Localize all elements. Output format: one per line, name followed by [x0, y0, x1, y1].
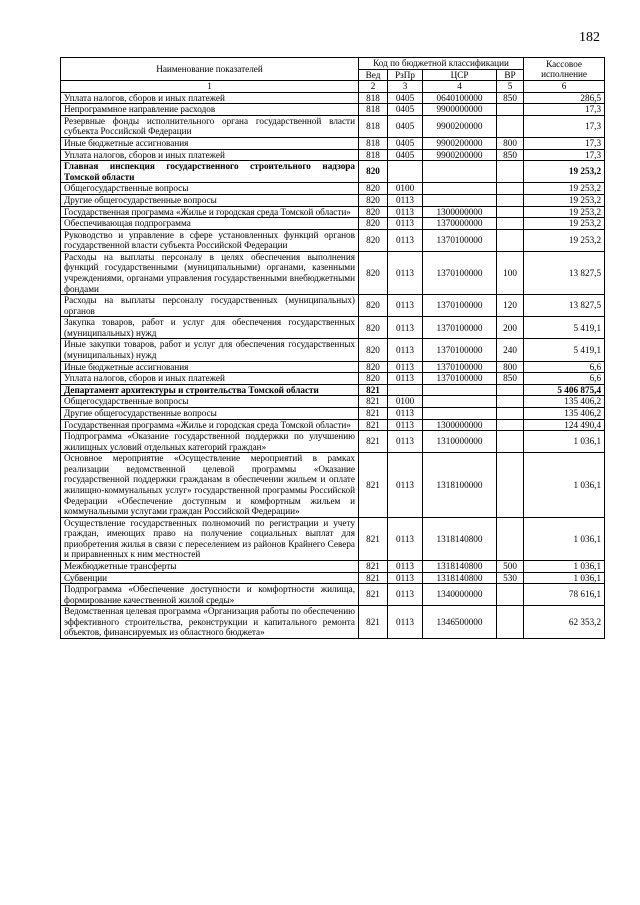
table-row: [61, 373, 605, 385]
row-ved: 821: [359, 561, 388, 573]
row-name: Иные закупки товаров, работ и услуг для обеспечения государственных (муниципальных) нужд: [61, 339, 359, 361]
row-vr: [497, 431, 524, 453]
row-csr: 9900200000: [423, 149, 497, 161]
row-name: Уплата налогов, сборов и иных платежей: [61, 149, 359, 161]
row-rzpr: 0113: [388, 229, 423, 251]
row-ved: 818: [359, 92, 388, 104]
row-ved: 821: [359, 584, 388, 606]
row-name: Другие общегосударственные вопросы: [61, 194, 359, 206]
row-vr: 200: [497, 317, 524, 339]
row-csr: [423, 183, 497, 195]
table-row: [61, 431, 605, 453]
header-vr: ВР: [497, 69, 524, 81]
row-sum: 62 353,2: [524, 606, 605, 639]
table-row: [61, 218, 605, 230]
table-row: [61, 606, 605, 639]
row-csr: 9900000000: [423, 104, 497, 116]
row-csr: 1300000000: [423, 206, 497, 218]
row-ved: 820: [359, 295, 388, 317]
row-csr: 1318140800: [423, 517, 497, 560]
row-name: Непрограммное направление расходов: [61, 104, 359, 116]
row-sum: 17,3: [524, 104, 605, 116]
row-rzpr: 0113: [388, 453, 423, 517]
row-vr: [497, 229, 524, 251]
row-vr: [497, 584, 524, 606]
table-row: [61, 229, 605, 251]
row-name: Общегосударственные вопросы: [61, 183, 359, 195]
row-csr: 1370100000: [423, 373, 497, 385]
row-ved: 820: [359, 206, 388, 218]
row-rzpr: 0100: [388, 183, 423, 195]
row-sum: 5 406 875,4: [524, 384, 605, 396]
row-name: Государственная программа «Жилье и городская среда Томской области»: [61, 419, 359, 431]
row-name: Резервные фонды исполнительного органа государственной власти субъекта Российской Федерации: [61, 115, 359, 137]
header-index-row: [61, 81, 605, 93]
row-sum: 19 253,2: [524, 206, 605, 218]
header-name: Наименование показателей: [61, 58, 359, 81]
table-row: [61, 339, 605, 361]
row-name: Обеспечивающая подпрограмма: [61, 218, 359, 230]
row-sum: 17,3: [524, 149, 605, 161]
row-sum: 1 036,1: [524, 572, 605, 584]
table-row: [61, 517, 605, 560]
row-ved: 818: [359, 115, 388, 137]
table-row: [61, 194, 605, 206]
row-ved: 818: [359, 104, 388, 116]
table-row: [61, 561, 605, 573]
row-sum: 1 036,1: [524, 431, 605, 453]
row-rzpr: 0113: [388, 584, 423, 606]
row-ved: 818: [359, 138, 388, 150]
row-ved: 821: [359, 517, 388, 560]
row-rzpr: 0113: [388, 194, 423, 206]
row-rzpr: 0405: [388, 104, 423, 116]
row-name: Иные бюджетные ассигнования: [61, 138, 359, 150]
row-rzpr: [388, 161, 423, 183]
row-sum: 135 406,2: [524, 407, 605, 419]
row-csr: [423, 396, 497, 408]
header-index: 3: [388, 81, 423, 93]
row-ved: 821: [359, 384, 388, 396]
row-rzpr: 0405: [388, 149, 423, 161]
row-name: Другие общегосударственные вопросы: [61, 407, 359, 419]
header-index: 1: [61, 81, 359, 93]
row-csr: 1318140800: [423, 572, 497, 584]
row-rzpr: 0100: [388, 396, 423, 408]
row-ved: 821: [359, 606, 388, 639]
row-csr: 1318140800: [423, 561, 497, 573]
row-vr: 120: [497, 295, 524, 317]
row-rzpr: 0113: [388, 218, 423, 230]
row-vr: [497, 115, 524, 137]
row-rzpr: 0405: [388, 138, 423, 150]
table-row: [61, 92, 605, 104]
row-name: Расходы на выплаты персоналу государственных (муниципальных) органов: [61, 295, 359, 317]
row-sum: 19 253,2: [524, 229, 605, 251]
row-rzpr: 0405: [388, 92, 423, 104]
row-vr: [497, 206, 524, 218]
row-ved: 818: [359, 149, 388, 161]
row-vr: [497, 407, 524, 419]
row-name: Субвенции: [61, 572, 359, 584]
row-sum: 6,6: [524, 361, 605, 373]
row-csr: [423, 407, 497, 419]
row-name: Межбюджетные трансферты: [61, 561, 359, 573]
header-execution: Кассовое исполнение: [524, 58, 605, 81]
row-ved: 821: [359, 407, 388, 419]
header-rzpr: РзПр: [388, 69, 423, 81]
row-sum: 1 036,1: [524, 561, 605, 573]
row-name: Общегосударственные вопросы: [61, 396, 359, 408]
row-csr: 9900200000: [423, 138, 497, 150]
row-vr: 500: [497, 561, 524, 573]
header-index: 2: [359, 81, 388, 93]
header-ved: Вед: [359, 69, 388, 81]
row-rzpr: 0113: [388, 317, 423, 339]
row-csr: 1318100000: [423, 453, 497, 517]
row-name: Руководство и управление в сфере установленных функций органов государственной власти субъекта Российской Федерации: [61, 229, 359, 251]
row-rzpr: 0405: [388, 115, 423, 137]
row-ved: 820: [359, 183, 388, 195]
header-index: 5: [497, 81, 524, 93]
row-sum: 13 827,5: [524, 295, 605, 317]
row-name: Государственная программа «Жилье и городская среда Томской области»: [61, 206, 359, 218]
row-sum: 19 253,2: [524, 161, 605, 183]
row-sum: 1 036,1: [524, 453, 605, 517]
row-csr: 1340000000: [423, 584, 497, 606]
row-sum: 19 253,2: [524, 218, 605, 230]
row-vr: [497, 606, 524, 639]
row-sum: 13 827,5: [524, 251, 605, 294]
row-rzpr: 0113: [388, 373, 423, 385]
row-name: Ведомственная целевая программа «Организация работы по обеспечению эффективного строительства, реконструкции и капитального ремонта объектов, финансируемых из областного бюджета»: [61, 606, 359, 639]
table-row: [61, 419, 605, 431]
row-csr: 0640100000: [423, 92, 497, 104]
row-name: Подпрограмма «Оказание государственной поддержки по улучшению жилищных условий отдельных категорий граждан»: [61, 431, 359, 453]
row-ved: 821: [359, 431, 388, 453]
budget-table: [60, 57, 605, 639]
row-vr: 850: [497, 149, 524, 161]
row-vr: [497, 104, 524, 116]
row-ved: 820: [359, 218, 388, 230]
row-vr: [497, 419, 524, 431]
row-name: Подпрограмма «Обеспечение доступности и комфортности жилища, формирование качественной жилой среды»: [61, 584, 359, 606]
row-ved: 820: [359, 339, 388, 361]
header-index: 4: [423, 81, 497, 93]
row-sum: 124 490,4: [524, 419, 605, 431]
row-csr: 1370100000: [423, 229, 497, 251]
row-rzpr: 0113: [388, 407, 423, 419]
table-row: [61, 206, 605, 218]
row-vr: 850: [497, 92, 524, 104]
row-vr: [497, 384, 524, 396]
row-ved: 820: [359, 373, 388, 385]
row-sum: 135 406,2: [524, 396, 605, 408]
row-vr: 240: [497, 339, 524, 361]
row-vr: [497, 183, 524, 195]
row-rzpr: 0113: [388, 295, 423, 317]
row-sum: 17,3: [524, 115, 605, 137]
row-name: Закупка товаров, работ и услуг для обеспечения государственных (муниципальных) нужд: [61, 317, 359, 339]
table-row: [61, 317, 605, 339]
row-sum: 5 419,1: [524, 339, 605, 361]
row-vr: [497, 396, 524, 408]
row-sum: 6,6: [524, 373, 605, 385]
row-ved: 820: [359, 317, 388, 339]
row-csr: 1370100000: [423, 251, 497, 294]
row-name: Департамент архитектуры и строительства Томской области: [61, 384, 359, 396]
row-ved: 821: [359, 572, 388, 584]
row-rzpr: 0113: [388, 606, 423, 639]
row-vr: [497, 218, 524, 230]
row-csr: 1300000000: [423, 419, 497, 431]
page-number: 182: [579, 30, 600, 45]
row-sum: 286,5: [524, 92, 605, 104]
row-csr: [423, 384, 497, 396]
row-name: Иные бюджетные ассигнования: [61, 361, 359, 373]
table-row: [61, 407, 605, 419]
row-vr: [497, 517, 524, 560]
row-vr: [497, 453, 524, 517]
row-csr: [423, 194, 497, 206]
row-rzpr: 0113: [388, 339, 423, 361]
header-csr: ЦСР: [423, 69, 497, 81]
row-rzpr: [388, 384, 423, 396]
table-row: [61, 453, 605, 517]
row-vr: 530: [497, 572, 524, 584]
row-ved: 821: [359, 453, 388, 517]
row-ved: 821: [359, 419, 388, 431]
row-vr: 800: [497, 138, 524, 150]
row-ved: 820: [359, 361, 388, 373]
row-sum: 19 253,2: [524, 183, 605, 195]
table-row: [61, 115, 605, 137]
table-row: [61, 138, 605, 150]
row-vr: 800: [497, 361, 524, 373]
row-csr: 9900200000: [423, 115, 497, 137]
row-sum: 78 616,1: [524, 584, 605, 606]
row-ved: 820: [359, 161, 388, 183]
row-rzpr: 0113: [388, 361, 423, 373]
table-row: [61, 183, 605, 195]
row-vr: 850: [497, 373, 524, 385]
table-row: [61, 361, 605, 373]
row-csr: [423, 161, 497, 183]
row-csr: 1370100000: [423, 361, 497, 373]
row-csr: 1370000000: [423, 218, 497, 230]
row-name: Главная инспекция государственного строительного надзора Томской области: [61, 161, 359, 183]
row-vr: 100: [497, 251, 524, 294]
table-row: [61, 295, 605, 317]
table-row: [61, 251, 605, 294]
table-row: [61, 149, 605, 161]
row-name: Основное мероприятие «Осуществление мероприятий в рамках реализации ведомственной целевой программы «Оказание государственной поддержки гражданам в обеспечении жильем и оплате жилищно-коммунальных услуг» государственной программы Российской Федерации «Обеспечение доступным и комфортным жильем и коммунальными услугами граждан Российской Федерации»: [61, 453, 359, 517]
row-sum: 5 419,1: [524, 317, 605, 339]
row-csr: 1370100000: [423, 339, 497, 361]
row-ved: 820: [359, 194, 388, 206]
row-sum: 17,3: [524, 138, 605, 150]
row-csr: 1370100000: [423, 295, 497, 317]
row-ved: 821: [359, 396, 388, 408]
table-row: [61, 572, 605, 584]
header-index: 6: [524, 81, 605, 93]
row-rzpr: 0113: [388, 206, 423, 218]
table-row: [61, 584, 605, 606]
table-row: [61, 161, 605, 183]
row-name: Уплата налогов, сборов и иных платежей: [61, 92, 359, 104]
row-ved: 820: [359, 229, 388, 251]
row-name: Уплата налогов, сборов и иных платежей: [61, 373, 359, 385]
row-rzpr: 0113: [388, 561, 423, 573]
row-csr: 1370100000: [423, 317, 497, 339]
row-name: Расходы на выплаты персоналу в целях обеспечения выполнения функций государственными (муниципальными) органами, казенными учреждениями, органами управления государственными внебюджетными фондами: [61, 251, 359, 294]
row-vr: [497, 161, 524, 183]
row-vr: [497, 194, 524, 206]
row-ved: 820: [359, 251, 388, 294]
row-rzpr: 0113: [388, 517, 423, 560]
row-name: Осуществление государственных полномочий по регистрации и учету граждан, имеющих право на получение социальных выплат для приобретения жилья в связи с переселением из районов Крайнего Севера и приравненных к ним местностей: [61, 517, 359, 560]
table-row: [61, 384, 605, 396]
header-row-1: [61, 58, 605, 70]
row-rzpr: 0113: [388, 572, 423, 584]
table-row: [61, 396, 605, 408]
header-code-group: Код по бюджетной классификации: [359, 58, 524, 70]
row-rzpr: 0113: [388, 431, 423, 453]
row-rzpr: 0113: [388, 419, 423, 431]
row-csr: 1346500000: [423, 606, 497, 639]
row-sum: 1 036,1: [524, 517, 605, 560]
table-row: [61, 104, 605, 116]
row-sum: 19 253,2: [524, 194, 605, 206]
row-rzpr: 0113: [388, 251, 423, 294]
row-csr: 1310000000: [423, 431, 497, 453]
